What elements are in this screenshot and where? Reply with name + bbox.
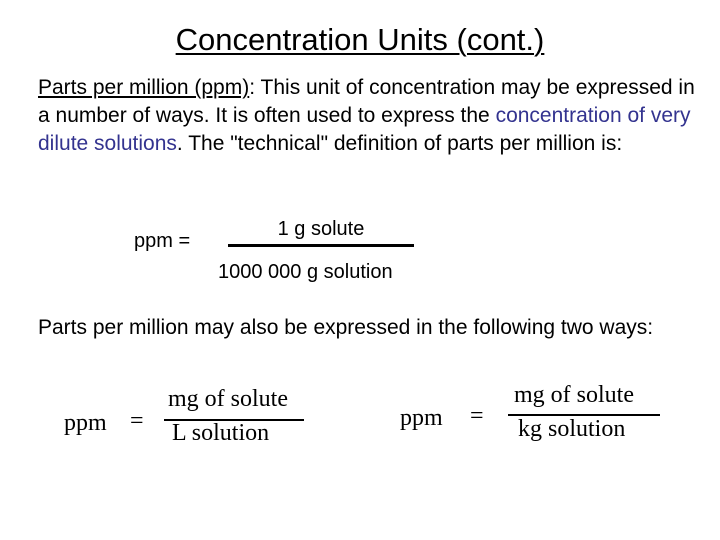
ppm-term: Parts per million (ppm) (38, 76, 250, 99)
formula2-denominator: L solution (172, 420, 270, 446)
formula2-equals: = (130, 408, 144, 434)
formula1-numerator: 1 g solute (277, 218, 365, 240)
formula1-denominator: 1000 000 g solution (218, 261, 393, 283)
outro-paragraph: Parts per million may also be expressed in the following two ways: (38, 316, 654, 339)
formula2-numerator: mg of solute (168, 386, 288, 412)
slide-title: Concentration Units (cont.) (175, 22, 545, 57)
formula3-numerator: mg of solute (514, 382, 634, 408)
intro-text: : This unit of concentration may be expressed in a number of ways. It is often used to express the (38, 76, 695, 127)
formula1-fraction-bar (228, 244, 414, 247)
dilute-solutions-highlight: concentration of very dilute solutions (38, 104, 691, 155)
formula3-denominator: kg solution (518, 416, 626, 442)
formula3-equals: = (470, 403, 484, 429)
formula2-lhs: ppm (64, 410, 107, 436)
formula3-lhs: ppm (400, 405, 443, 431)
intro-paragraph (38, 74, 698, 158)
intro-text-end: . The "technical" definition of parts per million is: (176, 132, 623, 155)
formula1-lhs: ppm = (134, 230, 191, 252)
